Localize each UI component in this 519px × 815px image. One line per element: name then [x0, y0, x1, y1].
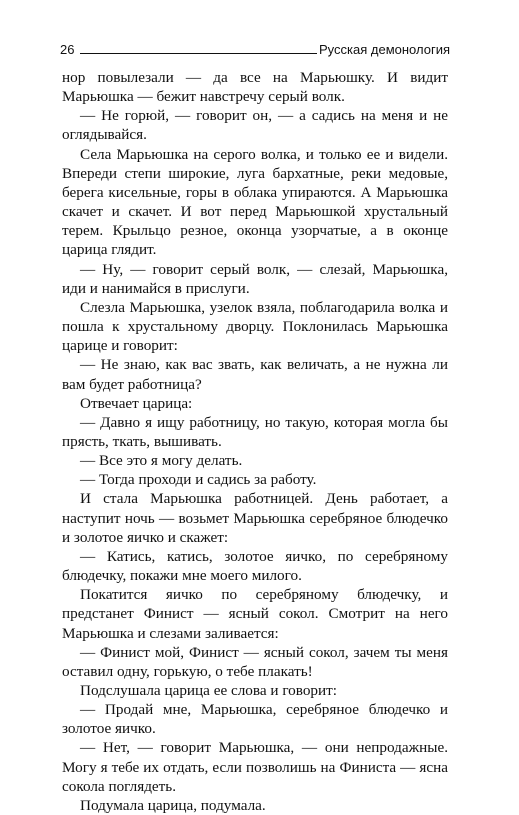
paragraph: — Не знаю, как вас звать, как величать, а не нужна ли вам будет работница? [62, 356, 448, 393]
running-header [60, 37, 450, 57]
paragraph: Покатится яичко по серебряному блюдечку, и предстанет Финист — ясный сокол. Смотрит на него Марьюшка и слезами заливается: [62, 586, 448, 642]
page-number: 26 [60, 42, 75, 57]
paragraph: Слезла Марьюшка, узелок взяла, поблагодарила волка и пошла к хрустальному дворцу. Поклонилась Марьюшка царице и говорит: [62, 298, 448, 355]
paragraph: — Тогда проходи и садись за работу. [80, 471, 317, 489]
paragraph: — Катись, катись, золотое яичко, по серебряному блюдечку, покажи мне моего милого. [62, 547, 448, 585]
running-title: Русская демонология [319, 42, 450, 57]
paragraph: Подумала царица, подумала. [80, 796, 266, 814]
paragraph: — Все это я могу делать. [80, 452, 243, 470]
paragraph: Села Марьюшка на серого волка, и только ее и видели. Впереди степи широкие, луга бархатные, реки медовые, берега кисельные, горы в облака упираются. А Марьюшка скачет и скачет. И вот перед Марьюшкой хрустальный терем. Крыльцо резное, оконца узорчатые, а в оконце царица глядит. [62, 145, 448, 259]
paragraph: — Давно я ищу работницу, но такую, которая могла бы прясть, ткать, вышивать. [62, 413, 448, 450]
paragraph: — Не горюй, — говорит он, — а садись на меня и не оглядывайся. [62, 107, 448, 144]
paragraph: — Финист мой, Финист — ясный сокол, зачем ты меня оставил одну, горькую, о тебе плакать! [62, 643, 448, 680]
paragraph: И стала Марьюшка работницей. День работает, а наступит ночь — возьмет Марьюшка серебряное блюдечко и золотое яичко и скажет: [62, 490, 448, 546]
paragraph: Отвечает царица: [80, 394, 193, 412]
header-rule [80, 53, 317, 54]
paragraph: — Нет, — говорит Марьюшка, — они непродажные. Могу я тебе их отдать, если позволишь на Финиста — ясна сокола поглядеть. [62, 739, 448, 795]
body-text [62, 68, 448, 815]
paragraph: Подслушала царица ее слова и говорит: [80, 682, 338, 699]
paragraph: — Продай мне, Марьюшка, серебряное блюдечко и золотое яичко. [62, 701, 448, 738]
paragraph: — Ну, — говорит серый волк, — слезай, Марьюшка, иди и нанимайся в прислуги. [62, 260, 448, 297]
paragraph: нор повылезали — да все на Марьюшку. И видит Марьюшка — бежит навстречу серый волк. [62, 69, 448, 106]
